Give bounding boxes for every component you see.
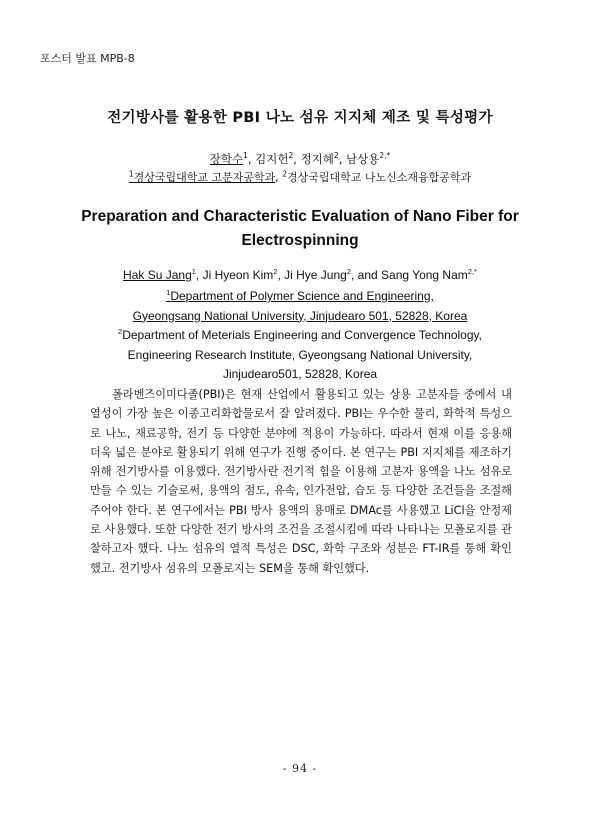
author-name: Sang Yong Nam <box>381 268 468 282</box>
author-sup: 2 <box>346 267 351 276</box>
author-sup: 2,* <box>379 151 391 161</box>
korean-authors: 장학수$^1$, 김지헌$^2$, 정지혜$^2$, 남상용$^{2,*}$ <box>209 151 391 166</box>
author-name: Ji Hye Jung <box>284 268 347 282</box>
session-label: 포스터 발표 MPB-8 <box>40 52 135 65</box>
author-name: Hak Su Jang <box>123 268 192 282</box>
english-authors: Hak Su Jang$^1$, Ji Hyeon Kim$^2$, Ji Hye Jung$^2$, and Sang Yong Nam$^{2,*}$ <box>123 267 477 282</box>
english-affiliations <box>0 287 600 385</box>
author-name: Ji Hyeon Kim <box>202 268 274 282</box>
abstract-body: 폴라벤즈이미다졸(PBI)은 현재 산업에서 활용되고 있는 상용 고분자들 중에서 내열성이 가장 높은 이종고리화합물로서 잘 알려졌다. PBI는 우수한 물리, 화학적 특성으로 나노, 재료공학, 전기 등 다양한 분야에 적용이 가능하다. 따라서 현재 이를 응용해 더욱 넓은 분야로 활용되기 위해 연구가 진행 중이다. 본 연구는 PBI 지지체를 제조하기 위해 전기방사를 이용했다. 전기방사란 전기적 힘을 이용해 고분자 용액을 나노 섬유로 만들 수 있는 기술로써, 용액의 점도, 유속, 인가전압, 습도 등 다양한 조건들을 조절해 주어야 한다. 본 연구에서는 PBI 방사 용액의 용매로 DMAc를 사용했고 LiCl을 안정제로 사용했다. 또한 다양한 전기 방사의 조건을 조절시킴에 따라 나타나는 모폴로지를 관찰하고자 했다. 나노 섬유의 열적 특성은 DSC, 화학 구조와 성분은 FT-IR를 통해 확인했고. 전기방사 섬유의 모폴로지는 SEM을 통해 확인했다. <box>90 388 512 575</box>
affil-sup: 1 <box>166 288 171 297</box>
affil2-line1 <box>0 326 600 346</box>
author-sup: 2 <box>333 151 339 161</box>
author-name: 김지헌 <box>255 152 289 166</box>
affil-sup: 2 <box>118 327 123 336</box>
author-name: 남상용 <box>346 152 380 166</box>
author-sup: 2 <box>288 151 294 161</box>
affil1-line2: Gyeongsang National University, Jinjudearo 501, 52828, Korea <box>132 308 468 323</box>
affil1-line1 <box>0 287 600 307</box>
author-name: 장학수 <box>209 152 244 166</box>
affil2-line2: Engineering Research Institute, Gyeongsang National University, <box>127 347 473 362</box>
author-sup: 2,* <box>467 267 477 276</box>
author-sup: 2 <box>273 267 278 276</box>
korean-affiliations: $^1$경상국립대학교 고분자공학과, $^2$경상국립대학교 나노신소재융합공학과 <box>128 169 472 184</box>
author-name: 정지혜 <box>300 152 334 166</box>
author-sup: 1 <box>191 267 196 276</box>
affil-text: Department of Meterials Engineering and Convergence Technology, <box>122 328 482 342</box>
affil-sup: 1 <box>128 169 134 179</box>
affiliation-1 <box>129 171 275 184</box>
english-title: Preparation and Characteristic Evaluation of Nano Fiber for Electrospinning <box>81 208 519 249</box>
affil2-line3: Jinjudearo501, 52828, Korea <box>222 367 378 381</box>
affil-text: 경상국립대학교 나노신소재융합공학과 <box>287 171 472 184</box>
korean-title: 전기방사를 활용한 PBI 나노 섬유 지지체 제조 및 특성평가 <box>107 110 493 126</box>
affil-sup: 2 <box>282 169 288 179</box>
author-sup: 1 <box>243 151 248 161</box>
page-number: - 94 - <box>282 762 318 775</box>
affil-text: 경상국립대학교 고분자공학과 <box>133 171 276 184</box>
affil-text: Department of Polymer Science and Engineering, <box>170 289 434 303</box>
